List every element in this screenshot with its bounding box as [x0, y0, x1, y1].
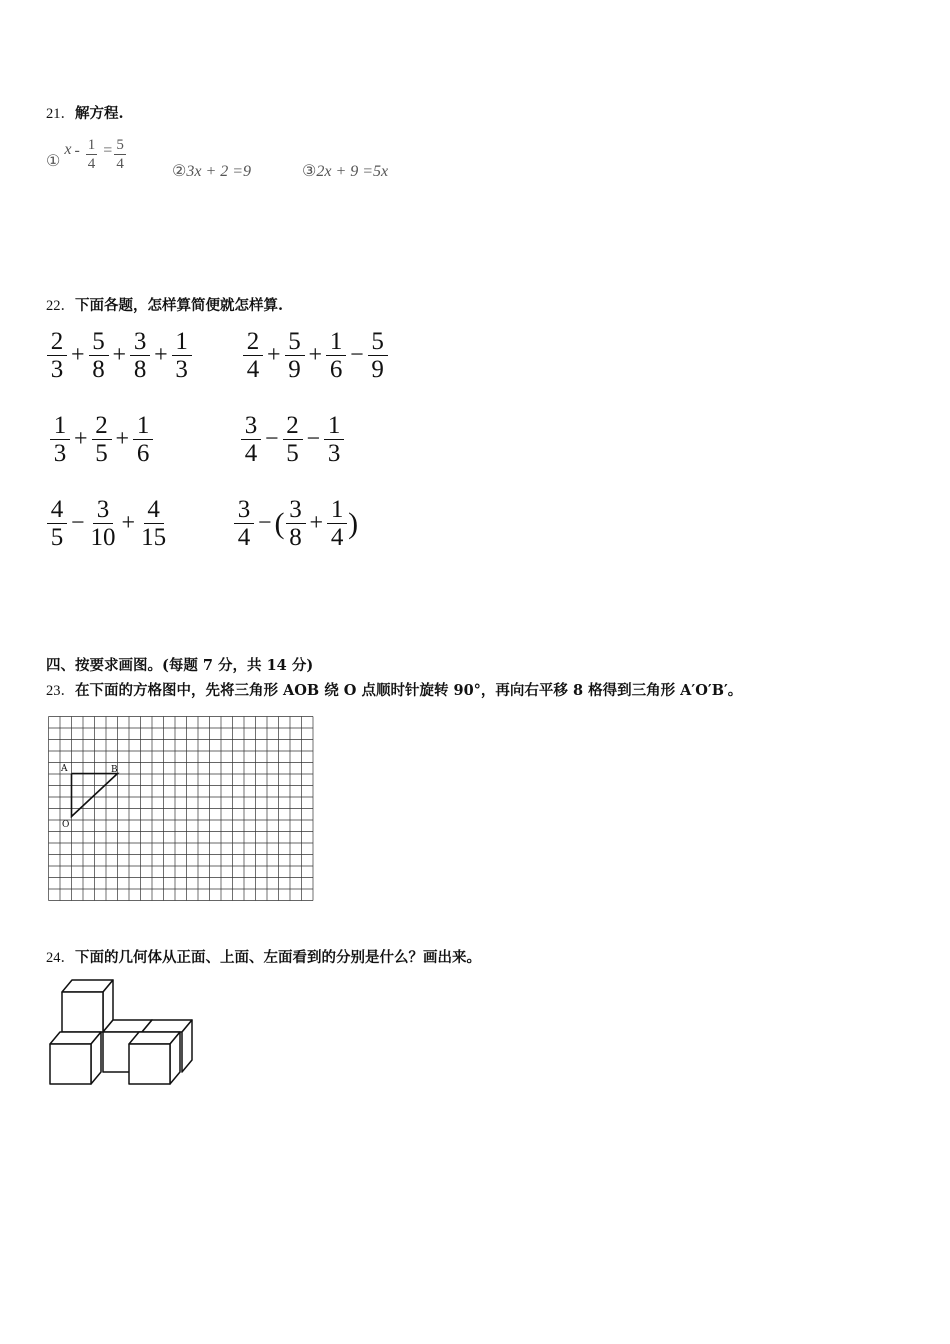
fraction [133, 412, 153, 467]
fraction [130, 328, 150, 383]
grid-figure [46, 712, 326, 906]
operator: + [74, 426, 88, 452]
cube-top [62, 980, 113, 1032]
eq1-equals: = [103, 141, 113, 159]
q24-title: 下面的几何体从正面、上面、左面看到的分别是什么？画出来。 [75, 949, 481, 966]
numerator: 2 [243, 328, 263, 356]
q21-heading [46, 102, 124, 123]
q21-number: 21． [46, 106, 75, 122]
fraction [286, 496, 306, 551]
numerator: 5 [89, 328, 109, 356]
operator: + [309, 510, 324, 536]
parenthesis: ( [274, 506, 285, 540]
numerator: 5 [285, 328, 305, 356]
numerator: 1 [172, 328, 192, 356]
denominator: 5 [286, 440, 299, 467]
numerator: 3 [93, 496, 113, 524]
operator: + [112, 342, 127, 368]
label-a: A [61, 764, 68, 774]
numerator: 4 [144, 496, 164, 524]
denominator: 10 [90, 524, 116, 551]
denominator: 4 [246, 356, 260, 383]
operator: − [265, 426, 279, 452]
expression-5 [46, 496, 169, 551]
parenthesis: ) [348, 506, 359, 540]
fraction [241, 412, 261, 467]
denominator: 5 [95, 440, 108, 467]
fraction [285, 328, 305, 383]
eq3-text: 2x + 9 =5x [316, 163, 389, 180]
denominator: 15 [141, 524, 167, 551]
cube-figure [46, 974, 196, 1088]
numerator: 1 [324, 412, 344, 440]
denominator: 3 [53, 440, 67, 467]
fraction [47, 328, 67, 383]
q24-heading [46, 946, 481, 967]
section-4-title: 四、按要求画图。(每题 7 分，共 14 分) [46, 657, 314, 674]
denominator: 3 [50, 356, 64, 383]
denominator: 6 [329, 356, 343, 383]
denominator: 4 [244, 440, 258, 467]
denominator: 5 [50, 524, 64, 551]
q21-title: 解方程. [75, 105, 124, 122]
fraction [368, 328, 388, 383]
denominator: 9 [371, 356, 384, 383]
expression-4 [240, 412, 345, 467]
operator: + [267, 342, 281, 368]
fraction [243, 328, 263, 383]
denominator: 6 [136, 440, 150, 467]
fraction [327, 496, 347, 551]
denominator: 8 [289, 524, 302, 551]
operator: − [71, 510, 85, 536]
expression-2 [242, 328, 389, 383]
cube-front-right [129, 1032, 180, 1084]
operator: − [306, 426, 321, 452]
q22-heading [46, 294, 283, 315]
grid-lines [49, 717, 314, 901]
eq1-frac2-denominator: 4 [116, 156, 124, 172]
fraction [283, 412, 303, 467]
fraction [50, 412, 70, 467]
numerator: 1 [326, 328, 346, 356]
numerator: 5 [368, 328, 388, 356]
eq2-text: 3x + 2 =9 [186, 163, 252, 180]
operator: − [350, 342, 364, 368]
numerator: 1 [133, 412, 153, 440]
numerator: 3 [286, 496, 306, 524]
expression-3 [49, 412, 154, 467]
eq1-marker: ① [46, 153, 61, 170]
eq1-minus: - [74, 141, 80, 159]
fraction [326, 328, 346, 383]
numerator: 3 [130, 328, 150, 356]
q22-title: 下面各题，怎样算简便就怎样算. [75, 297, 284, 314]
expression-6 [233, 496, 358, 551]
numerator: 2 [47, 328, 67, 356]
fraction [92, 412, 112, 467]
fraction [47, 496, 67, 551]
q21-equations [46, 136, 126, 173]
numerator: 2 [283, 412, 303, 440]
denominator: 8 [133, 356, 147, 383]
denominator: 9 [288, 356, 301, 383]
denominator: 4 [330, 524, 344, 551]
fraction [89, 328, 109, 383]
eq1-variable: x [64, 140, 72, 158]
fraction [324, 412, 344, 467]
numerator: 2 [92, 412, 112, 440]
numerator: 1 [327, 496, 347, 524]
numerator: 4 [47, 496, 67, 524]
q24-number: 24． [46, 950, 75, 966]
fraction [172, 328, 192, 383]
eq1-frac2-numerator: 5 [116, 137, 124, 153]
q22-number: 22． [46, 298, 75, 314]
operator: + [121, 510, 136, 536]
denominator: 8 [92, 356, 105, 383]
cube-front-left [50, 1032, 101, 1084]
operator: + [154, 342, 168, 368]
eq1-fraction-2 [114, 136, 126, 173]
numerator: 3 [241, 412, 261, 440]
eq1-frac1-numerator: 1 [87, 137, 96, 153]
eq3 [302, 161, 388, 181]
fraction [139, 496, 168, 551]
operator: + [71, 342, 85, 368]
eq2 [172, 161, 251, 181]
q23-title: 在下面的方格图中，先将三角形 AOB 绕 O 点顺时针旋转 90°，再向右平移 8 格得到三角形 A′O′B′。 [75, 682, 743, 699]
eq2-marker: ② [172, 163, 187, 180]
label-b: B [111, 765, 118, 775]
eq1-frac1-denominator: 4 [87, 156, 96, 172]
operator: − [258, 510, 272, 536]
denominator: 3 [175, 356, 188, 383]
fraction [89, 496, 118, 551]
operator: + [115, 426, 130, 452]
expression-1 [46, 328, 193, 383]
denominator: 3 [327, 440, 341, 467]
operator: + [308, 342, 323, 368]
numerator: 1 [50, 412, 70, 440]
fraction [234, 496, 254, 551]
eq1-fraction-1 [86, 136, 98, 173]
q23-heading [46, 679, 742, 700]
eq3-marker: ③ [302, 163, 317, 180]
denominator: 4 [237, 524, 251, 551]
label-o: O [62, 820, 70, 830]
q23-number: 23． [46, 683, 75, 699]
numerator: 3 [234, 496, 254, 524]
